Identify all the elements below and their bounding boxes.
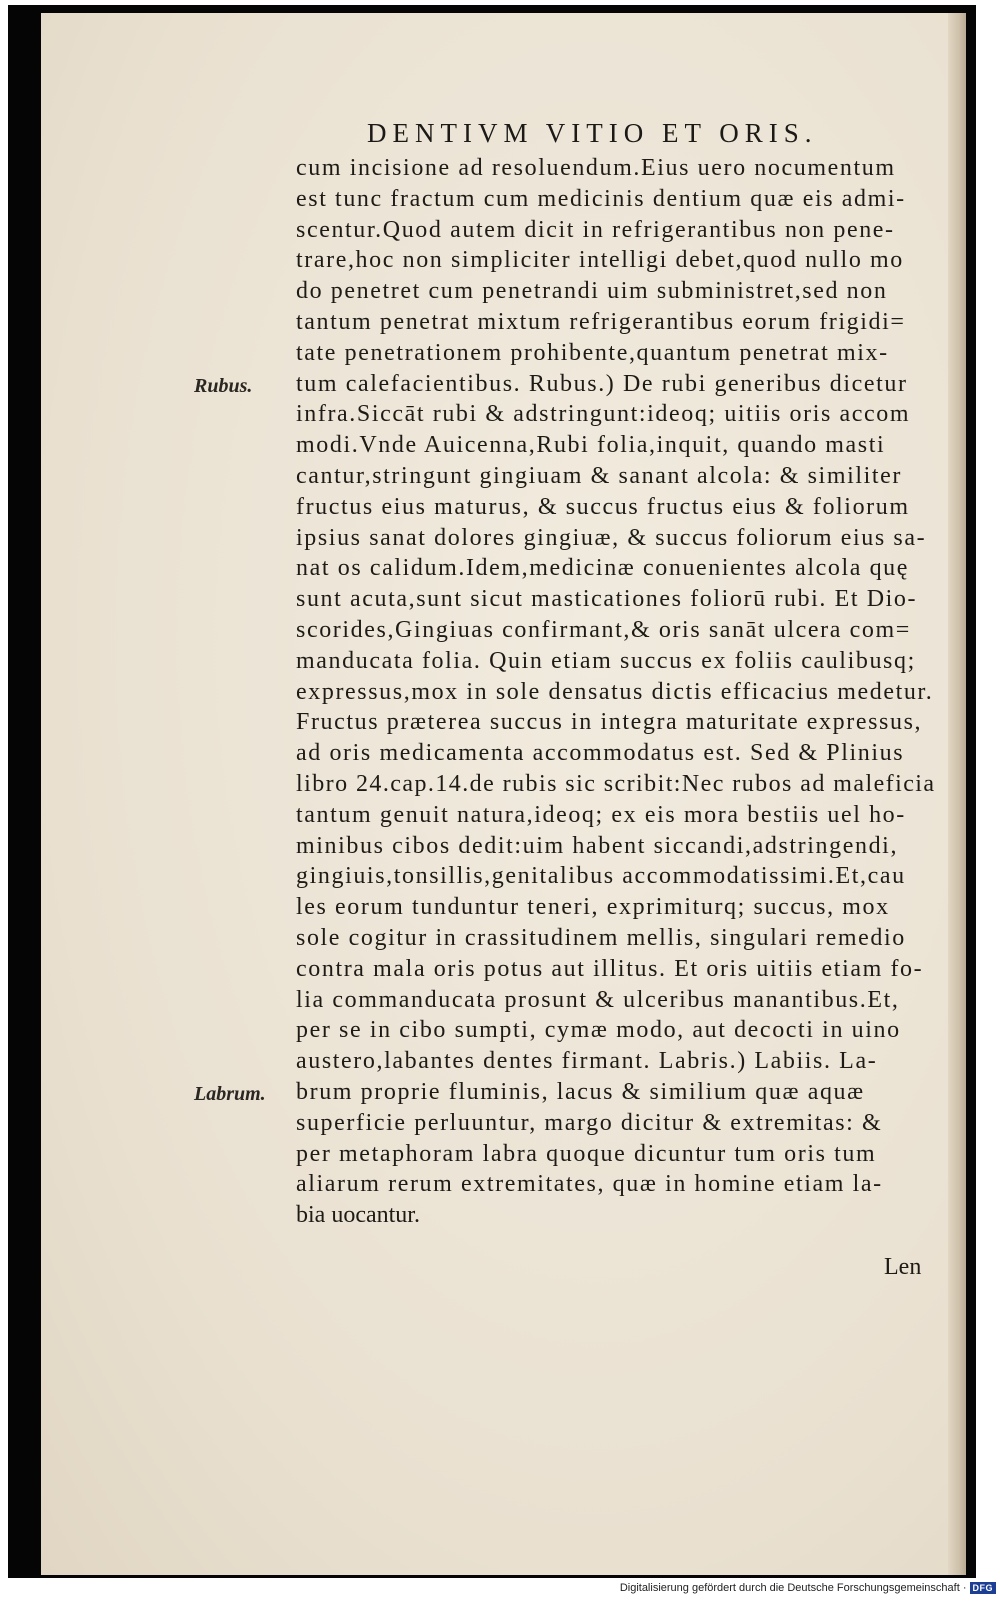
running-head: DENTIVM VITIO ET ORIS. bbox=[367, 118, 818, 148]
text-line: minibus cibos dedit:uim habent siccandi,adstringendi, bbox=[296, 832, 899, 859]
text-line: infra.Siccāt rubi & adstringunt:ideoq; uitiis oris accom bbox=[296, 401, 911, 428]
text-line: manducata folia. Quin etiam succus ex foliis caulibusq; bbox=[296, 647, 916, 674]
text-line: scorides,Gingiuas confirmant,& oris sanāt ulcera com= bbox=[296, 616, 911, 643]
text-line: scentur.Quod autem dicit in refrigerantibus non pene- bbox=[296, 216, 895, 243]
text-line: tate penetrationem prohibente,quantum penetrat mix- bbox=[296, 339, 889, 366]
footer-text: Digitalisierung gefördert durch die Deutsche Forschungsgemeinschaft · bbox=[619, 1582, 967, 1594]
text-line: tum calefacientibus. Rubus.) De rubi generibus dicetur bbox=[296, 370, 908, 397]
text-line: aliarum rerum extremitates, quæ in homine etiam la- bbox=[296, 1171, 883, 1198]
page-edge bbox=[948, 13, 966, 1575]
text-line: libro 24.cap.14.de rubis sic scribit:Nec rubos ad maleficia bbox=[296, 770, 936, 797]
text-line: bia uocantur. bbox=[296, 1202, 420, 1229]
text-line: expressus,mox in sole densatus dictis efficacius medetur. bbox=[296, 678, 934, 705]
text-line: do penetret cum penetrandi uim subministret,sed non bbox=[296, 278, 888, 305]
scan-background bbox=[8, 5, 976, 1578]
text-line: Fructus præterea succus in integra maturitate expressus, bbox=[296, 709, 923, 736]
marginal-note: Rubus. bbox=[194, 374, 253, 397]
text-line: sunt acuta,sunt sicut masticationes foliorū rubi. Et Dio- bbox=[296, 586, 918, 613]
text-line: les eorum tunduntur teneri, exprimiturq; succus, mox bbox=[296, 894, 890, 921]
text-line: est tunc fractum cum medicinis dentium quæ eis admi- bbox=[296, 185, 906, 212]
text-line: tantum penetrat mixtum refrigerantibus eorum frigidi= bbox=[296, 308, 906, 335]
text-line: trare,hoc non simpliciter intelligi debet,quod nullo mo bbox=[296, 247, 904, 274]
text-line: tantum genuit natura,ideoq; ex eis mora bestiis uel ho- bbox=[296, 801, 906, 828]
text-line: per se in cibo sumpti, cymæ modo, aut decocti in uino bbox=[296, 1017, 901, 1044]
text-line: contra mala oris potus aut illitus. Et oris uitiis etiam fo- bbox=[296, 955, 924, 982]
body-text bbox=[296, 153, 936, 1231]
text-line: lia commanducata prosunt & ulceribus manantibus.Et, bbox=[296, 986, 900, 1013]
dfg-logo: DFG bbox=[970, 1582, 997, 1594]
text-line: modi.Vnde Auicenna,Rubi folia,inquit, quando masti bbox=[296, 432, 886, 459]
catchword: Len bbox=[884, 1254, 922, 1280]
text-line: brum proprie fluminis, lacus & similium quæ aquæ bbox=[296, 1078, 865, 1105]
book-page bbox=[41, 13, 966, 1575]
text-line: per metaphoram labra quoque dicuntur tum oris tum bbox=[296, 1140, 877, 1167]
marginal-note: Labrum. bbox=[194, 1083, 266, 1105]
digitization-footer bbox=[620, 1582, 996, 1594]
text-line: fructus eius maturus, & succus fructus eius & foliorum bbox=[296, 493, 910, 520]
text-line: sole cogitur in crassitudinem mellis, singulari remedio bbox=[296, 924, 906, 951]
text-line: nat os calidum.Idem,medicinæ conuenientes alcola quę bbox=[296, 555, 910, 582]
text-line: cantur,stringunt gingiuam & sanant alcola: & similiter bbox=[296, 462, 902, 489]
text-line: austero,labantes dentes firmant. Labris.) Labiis. La- bbox=[296, 1048, 878, 1075]
text-line: cum incisione ad resoluendum.Eius uero nocumentum bbox=[296, 155, 896, 181]
text-line: superficie perluuntur, margo dicitur & extremitas: & bbox=[296, 1109, 883, 1136]
text-line: gingiuis,tonsillis,genitalibus accommodatissimi.Et,cau bbox=[296, 863, 906, 890]
text-line: ad oris medicamenta accommodatus est. Sed & Plinius bbox=[296, 740, 905, 767]
text-line: ipsius sanat dolores gingiuæ, & succus foliorum eius sa- bbox=[296, 524, 927, 551]
